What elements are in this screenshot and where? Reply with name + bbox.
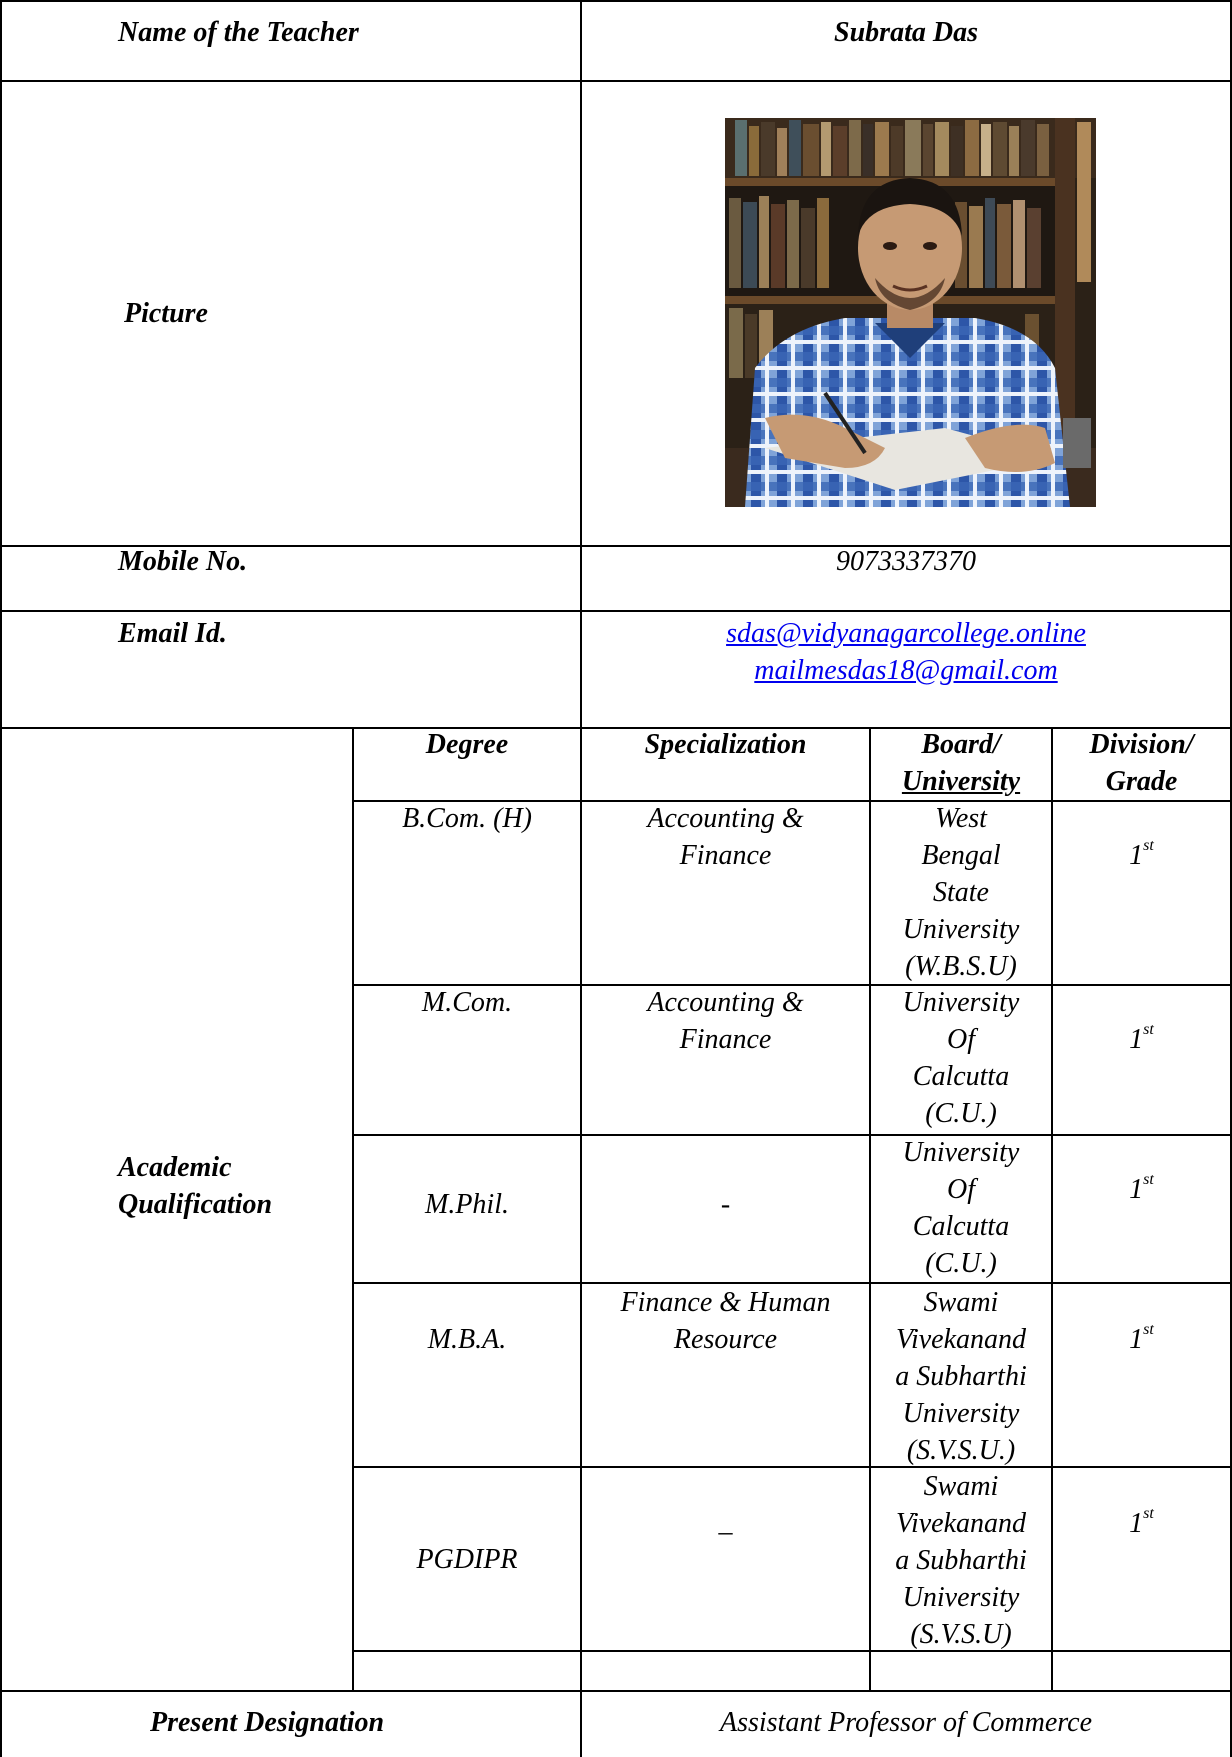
board-cell-line: (S.V.S.U.) [906, 1435, 1016, 1466]
board-cell-line: Of [947, 1174, 975, 1205]
acad-row-divider-3 [352, 1134, 1232, 1136]
board-cell-line: a Subharthi [895, 1361, 1027, 1392]
board-cell-line: Calcutta [912, 1211, 1010, 1242]
board-cell-line: (C.U.) [925, 1248, 997, 1279]
table-border-left [0, 0, 2, 1757]
grade-value: 1 [1129, 1508, 1144, 1539]
row-divider-mobile [0, 610, 1232, 612]
teacher-photo [725, 118, 1096, 507]
board-cell-line: a Subharthi [895, 1545, 1027, 1576]
grade-cell [1053, 1321, 1230, 1358]
board-cell-line: Swami [923, 1471, 999, 1502]
board-cell-line: State [933, 877, 989, 908]
board-cell-line: University [902, 1398, 1020, 1429]
board-cell-line: Vivekanand [895, 1508, 1027, 1539]
grade-cell [1053, 1505, 1230, 1542]
board-cell-line: West [935, 803, 987, 834]
header-division-line1: Division/ [1089, 729, 1194, 760]
email-link-1[interactable] [582, 615, 1230, 652]
grade-suffix: st [1143, 1504, 1154, 1522]
header-specialization: Specialization [644, 729, 807, 760]
header-division-line2: Grade [1105, 766, 1178, 797]
email-link-college[interactable]: sdas@vidyanagarcollege.online [726, 618, 1086, 649]
grade-value: 1 [1129, 1174, 1144, 1205]
board-cell-line: University [902, 914, 1020, 945]
spec-cell-line: Finance [679, 1024, 772, 1055]
board-cell-line: Of [947, 1024, 975, 1055]
academic-label-line2: Qualification [118, 1189, 273, 1220]
grade-suffix: st [1143, 1020, 1154, 1038]
board-cell-line: (W.B.S.U) [905, 951, 1017, 982]
spec-cell-line: Accounting & [647, 987, 804, 1018]
designation-value: Assistant Professor of Commerce [719, 1707, 1093, 1738]
spec-cell-line: Finance & Human [620, 1287, 831, 1318]
grade-suffix: st [1143, 1170, 1154, 1188]
spec-cell-line: Accounting & [647, 803, 804, 834]
board-cell-line: Swami [923, 1287, 999, 1318]
header-board-line2: University [901, 766, 1021, 797]
spec-cell-line: _ [718, 1507, 733, 1538]
board-cell-line: (S.V.S.U) [910, 1619, 1012, 1650]
board-cell-line: (C.U.) [925, 1098, 997, 1129]
degree-cell: M.Phil. [425, 1189, 509, 1220]
teacher-name: Subrata Das [834, 17, 978, 48]
board-cell-line: University [902, 987, 1020, 1018]
grade-cell [1053, 837, 1230, 874]
board-cell-line: Bengal [921, 840, 1001, 871]
spec-cell-line: Resource [673, 1324, 778, 1355]
grade-value: 1 [1129, 840, 1144, 871]
email-label: Email Id. [118, 618, 227, 649]
acad-row-divider-5 [352, 1466, 1232, 1468]
degree-cell: M.Com. [421, 987, 513, 1018]
degree-cell: M.B.A. [427, 1324, 507, 1355]
academic-label-line1: Academic [118, 1152, 232, 1183]
grade-value: 1 [1129, 1024, 1144, 1055]
email-link-gmail[interactable]: mailmesdas18@gmail.com [754, 655, 1058, 686]
degree-cell: PGDIPR [416, 1544, 518, 1575]
name-label: Name of the Teacher [118, 17, 359, 48]
row-divider-name [0, 80, 1232, 82]
row-divider-academic [0, 1690, 1232, 1692]
email-link-2[interactable] [582, 652, 1230, 689]
mobile-label: Mobile No. [118, 546, 248, 577]
mobile-value: 9073337370 [836, 546, 976, 577]
spec-cell-line: - [720, 1189, 731, 1220]
degree-cell: B.Com. (H) [402, 803, 532, 834]
picture-label: Picture [124, 298, 208, 329]
table-border-top [0, 0, 1232, 2]
board-cell-line: University [902, 1582, 1020, 1613]
board-cell-line: Vivekanand [895, 1324, 1027, 1355]
spec-cell-line: Finance [679, 840, 772, 871]
designation-label: Present Designation [150, 1707, 385, 1738]
header-degree: Degree [425, 729, 509, 760]
board-cell-line: University [902, 1137, 1020, 1168]
header-board-line1: Board/ [921, 729, 1001, 760]
grade-suffix: st [1143, 1320, 1154, 1338]
grade-suffix: st [1143, 836, 1154, 854]
grade-cell [1053, 1171, 1230, 1208]
board-cell-line: Calcutta [912, 1061, 1010, 1092]
acad-row-divider-6 [352, 1650, 1232, 1652]
grade-value: 1 [1129, 1324, 1144, 1355]
grade-cell [1053, 1021, 1230, 1058]
